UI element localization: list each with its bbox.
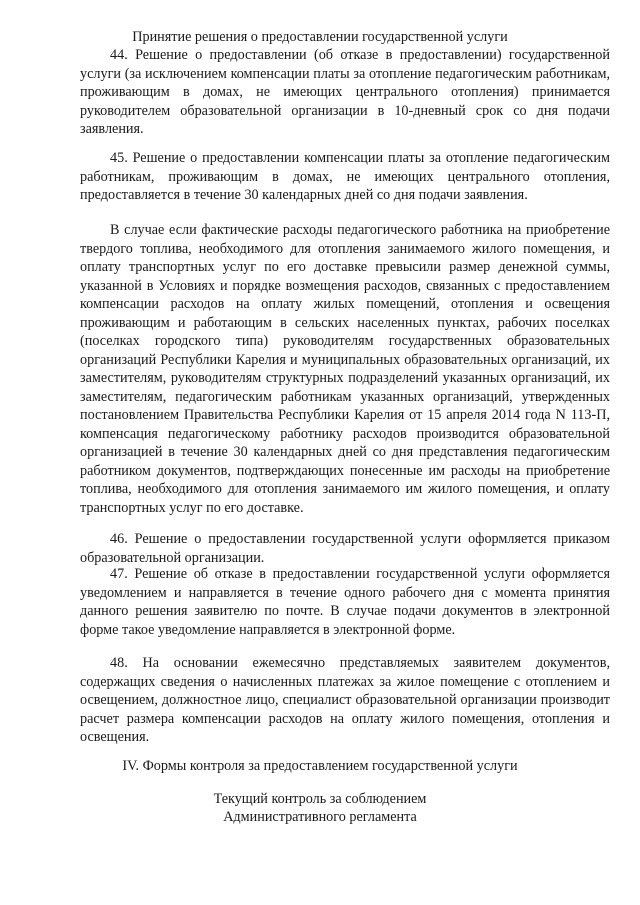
paragraph-compensation: В случае если фактические расходы педагогического работника на приобретение твердого топлива, необходимого для отопления занимаемого жилого помещения, и оплату транспортных услуг по его доставке превысили размер денежной суммы, указанной в Условиях и порядке возмещения расходов, связанных с предоставлением компенсации расходов на оплату жилых помещений, отопления и освещения проживающим и работающим в сельских населенных пунктах, рабочих поселках (поселках городского типа) руководителям государственных образовательных организаций Республики Карелия и муниципальных образовательных организаций, их заместителям, руководителям структурных подразделений указанных организаций, их заместителям, педагогическим работникам указанных организаций, утвержденных постановлением Правительства Республики Карелия от 15 апреля 2014 года N 113-П, компенсация педагогическому работнику расходов производится образовательной организацией в течение 30 календарных дней со дня представления педагогическим работником документов, подтверждающих понесенные им расходы на приобретение топлива, необходимого для отопления занимаемого им жилого помещения, и оплату транспортных услуг по его доставке.	[80, 222, 610, 516]
paragraph-45: 45. Решение о предоставлении компенсации платы за отопление педагогическим работникам, проживающим в домах, не имеющих центрального отопления, предоставляется в течение 30 календарных дней со дня подачи заявления.	[80, 150, 610, 203]
section-subtitle-line-2: Административного регламента	[223, 809, 417, 825]
section-subtitle-line-1: Текущий контроль за соблюдением	[213, 791, 427, 807]
section-subtitle	[0, 790, 640, 826]
paragraph-48: 48. На основании ежемесячно представляемых заявителем документов, содержащих сведения о начисленных платежах за жилое помещение с отоплением и освещением, должностное лицо, специалист образовательной организации производит расчет размера компенсации расходов на оплату жилого помещения, отопления и освещения.	[80, 655, 610, 745]
page-heading: Принятие решения о предоставлении государственной услуги	[132, 29, 508, 45]
paragraph-47: 47. Решение об отказе в предоставлении государственной услуги оформляется уведомлением и направляется в течение одного рабочего дня с момента принятия данного решения заявителю по почте. В случае подачи документов в электронной форме такое уведомление направляется в электронной форме.	[80, 566, 610, 638]
paragraph-44: 44. Решение о предоставлении (об отказе в предоставлении) государственной услуги (за исключением компенсации платы за отопление педагогическим работникам, проживающим в домах, не имеющих центрального отопления) принимается руководителем образовательной организации в 10-дневный срок со дня подачи заявления.	[80, 47, 610, 137]
paragraph-46: 46. Решение о предоставлении государственной услуги оформляется приказом образовательной организации.	[80, 531, 610, 566]
section-title: IV. Формы контроля за предоставлением государственной услуги	[122, 758, 518, 774]
